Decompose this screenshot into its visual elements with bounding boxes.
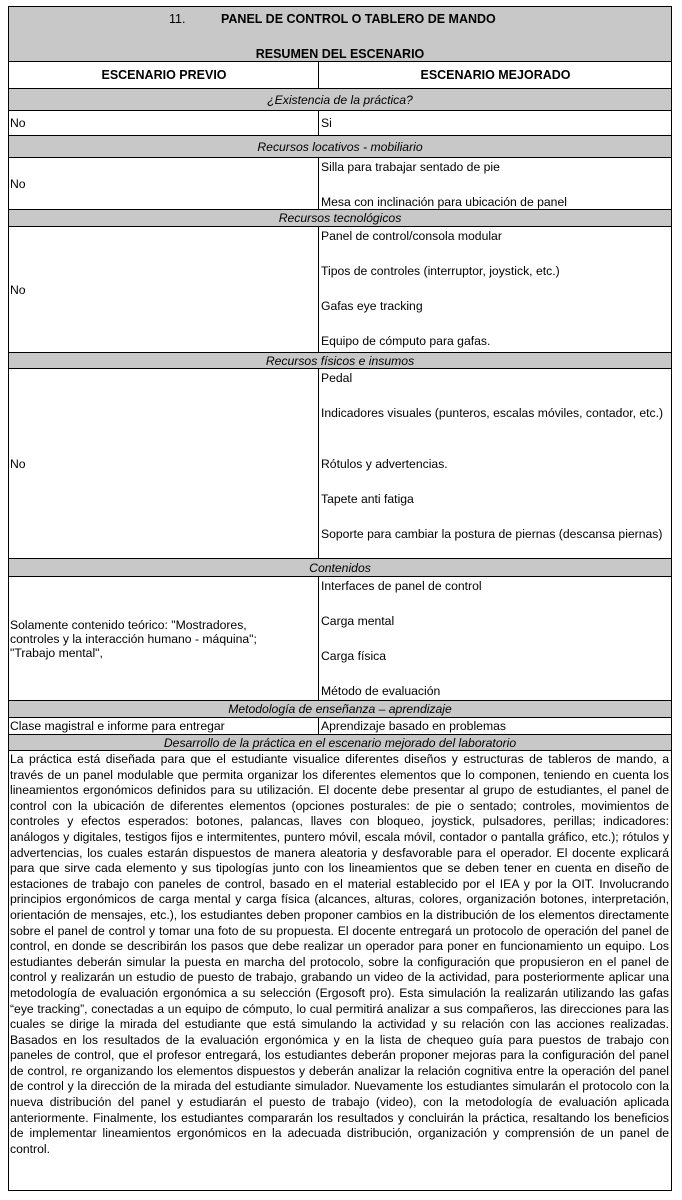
section-title: Recursos locativos - mobiliario bbox=[257, 139, 423, 154]
desarrollo-paragraph: La práctica está diseñada para que el estudiante visualice diferentes diseños y estructuras de tableros de mando, a través de un panel modulable que permita organizar los diferentes elementos que lo componen, teniendo en cuenta los lineamientos ergonómicos definidos para su utilización. El docente debe presentar al grupo de estudiantes, el panel de control con la ubicación de diferentes elementos (opciones posturales: de pie o sentado; controles, movimientos de controles y efectos esperados: botones, palancas, llaves con bloqueo, joystick, pulsadores, perillas; indicadores: análogos y digitales, testigos fijos e intermitentes, puntero móvil, escala móvil, contador o pantalla gráfico, etc.); rótulos y advertencias, los cuales estarán dispuestos de manera aleatoria y desfavorable para el operador. El docente explicará para que sirve cada elemento y sus tipologías junto con los lineamientos que se deben tener en cuenta en diseño de estaciones de trabajo con paneles de control, basado en el material establecido por el IEA y por la OIT. Involucrando principios ergonómicos de carga mental y carga física (alcances, alturas, colores, organización botones, interpretación, orientación de mensajes, etc.), los estudiantes deben proponer cambios en la distribución de los elementos directamente sobre el panel de control y tomar una foto de su propuesta. El docente entregará un protocolo de operación del panel de control, en donde se describirán los pasos que debe realizar un operador para poner en funcionamiento un equipo. Los estudiantes deberán simular la puesta en marcha del protocolo, sobre la configuración que propusieron en el panel de control y realizarán un estudio de puesto de trabajo, grabando un video de la actividad, para posteriormente aplicar una metodología de evaluación ergonómica a su selección (Ergosoft pro). Esta simulación la realizarán utilizando las gafas “eye tracking”, conectadas a un equipo de cómputo, lo cual permitirá analizar a sus compañeros, las direcciones para las cuales se dirige la mirada del estudiante que está simulando la actividad y su relación con las acciones realizadas. Basados en los resultados de la evaluación ergonómica y en la lista de chequeo guía para puestos de trabajo con paneles de control, que el profesor entregará, los estudiantes deberán proponer mejoras para la configuración del panel de control, re organizando los elementos dispuestos y deberán analizar la relación cognitiva entre la operación del panel de control y la dirección de la mirada del estudiante simulador. Nuevamente los estudiantes simularán el protocolo con la nueva distribución del panel y estudiarán el puesto de trabajo (video), con la metodología de evaluación aplicada anteriormente. Finalmente, los estudiantes compararán los resultados y concluirán la práctica, resaltando los beneficios de implementar lineamientos ergonómicos en la adecuada distribución, organización y comprensión de un panel de control. bbox=[10, 752, 669, 1156]
contenidos-previo-text: Solamente contenido teórico: "Mostradores, controles y la interacción humano - máquina"; "Trabajo mental", bbox=[10, 617, 257, 660]
section-title: Desarrollo de la práctica en el escenario mejorado del laboratorio bbox=[163, 735, 517, 750]
section-title: ¿Existencia de la práctica? bbox=[267, 92, 413, 107]
list-item: Carga física bbox=[321, 649, 387, 663]
document-title: PANEL DE CONTROL O TABLERO DE MANDO bbox=[221, 12, 496, 26]
cell-previo: No bbox=[9, 158, 319, 209]
list-item: Silla para trabajar sentado de pie bbox=[321, 160, 500, 174]
section-header-fisicos bbox=[9, 353, 671, 369]
title-block bbox=[9, 7, 671, 62]
cell-mejorado: Aprendizaje basado en problemas bbox=[321, 719, 506, 733]
row-metodologia bbox=[9, 718, 671, 735]
section-header-locativos bbox=[9, 136, 671, 158]
section-header-desarrollo bbox=[9, 735, 671, 751]
section-title: Contenidos bbox=[309, 560, 371, 575]
cell-mejorado bbox=[319, 369, 671, 558]
list-item: Equipo de cómputo para gafas. bbox=[321, 334, 491, 348]
cell-mejorado bbox=[319, 227, 671, 352]
list-item: Pedal bbox=[321, 371, 353, 385]
list-item: Gafas eye tracking bbox=[321, 299, 423, 313]
list-item: Mesa con inclinación para ubicación de panel bbox=[321, 195, 567, 209]
row-tecnologicos bbox=[9, 227, 671, 353]
list-item: Panel de control/consola modular bbox=[321, 229, 502, 243]
cell-previo: No bbox=[9, 227, 319, 352]
row-fisicos bbox=[9, 369, 671, 559]
section-header-contenidos bbox=[9, 559, 671, 577]
cell-mejorado bbox=[319, 158, 671, 209]
section-title: Recursos tecnológicos bbox=[278, 211, 402, 225]
cell-mejorado: Si bbox=[321, 116, 332, 130]
list-item: Tipos de controles (interruptor, joystick, etc.) bbox=[321, 264, 560, 278]
row-locativos bbox=[9, 158, 671, 210]
row-desarrollo bbox=[9, 751, 671, 1189]
list-item: Carga mental bbox=[321, 614, 395, 628]
column-header-previo: ESCENARIO PREVIO bbox=[9, 62, 319, 88]
cell-previo bbox=[9, 577, 319, 700]
cell-mejorado bbox=[319, 577, 671, 700]
cell-previo: No bbox=[9, 111, 319, 135]
section-number: 11. bbox=[169, 12, 186, 26]
row-existencia bbox=[9, 111, 671, 136]
section-header-tecnologicos bbox=[9, 210, 671, 227]
list-item: Rótulos y advertencias. bbox=[321, 457, 448, 471]
row-contenidos bbox=[9, 577, 671, 701]
section-title: Metodología de enseñanza – aprendizaje bbox=[228, 702, 452, 716]
document-subtitle: RESUMEN DEL ESCENARIO bbox=[255, 47, 425, 61]
section-header-metodologia bbox=[9, 701, 671, 718]
list-item: Método de evaluación bbox=[321, 684, 441, 698]
section-header-existencia bbox=[9, 89, 671, 111]
list-item: Interfaces de panel de control bbox=[321, 579, 482, 593]
summary-table bbox=[8, 6, 672, 1191]
column-header-mejorado: ESCENARIO MEJORADO bbox=[420, 68, 571, 82]
list-item: Soporte para cambiar la postura de piernas (descansa piernas) bbox=[321, 527, 663, 541]
section-title: Recursos físicos e insumos bbox=[265, 353, 415, 368]
column-headers bbox=[9, 62, 671, 89]
cell-previo: No bbox=[9, 369, 319, 558]
list-item: Indicadores visuales (punteros, escalas móviles, contador, etc.) bbox=[321, 406, 664, 420]
list-item: Tapete anti fatiga bbox=[321, 492, 414, 506]
cell-previo: Clase magistral e informe para entregar bbox=[9, 718, 319, 734]
